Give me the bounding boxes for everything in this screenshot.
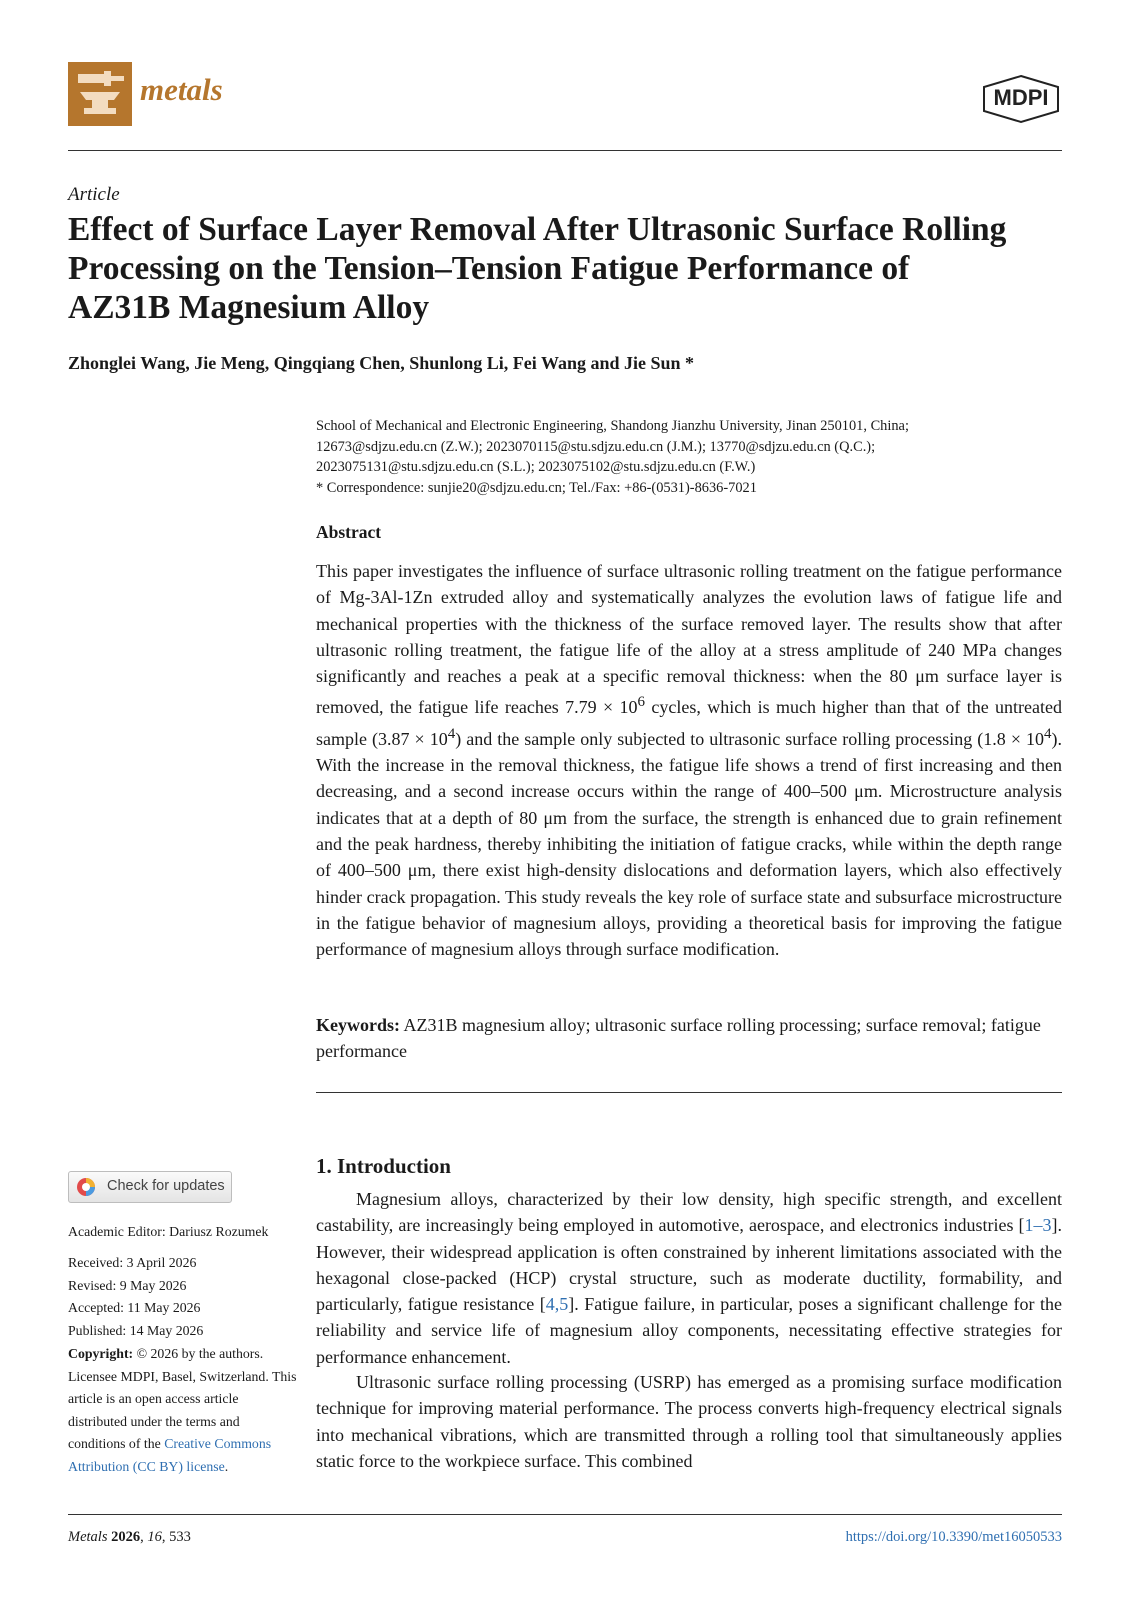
footer-page: 533	[169, 1529, 191, 1545]
citation-link[interactable]: 4,5	[545, 1294, 569, 1315]
check-updates-icon	[76, 1177, 96, 1197]
academic-editor: Academic Editor: Dariusz Rozumek	[68, 1224, 269, 1239]
affiliation-line: 2023075131@stu.sdjzu.edu.cn (S.L.); 2023075102@stu.sdjzu.edu.cn (F.W.)	[316, 459, 756, 475]
paragraph-segment: Magnesium alloys, characterized by their low density, high specific strength, and excellent castability, are increasingly being employed in automotive, aerospace, and electronics industries [	[316, 1189, 1062, 1236]
publication-dates	[68, 1252, 203, 1342]
keywords	[316, 1012, 1062, 1065]
journal-logo	[68, 62, 132, 126]
footer-year: 2026	[111, 1529, 141, 1545]
abstract-heading: Abstract	[316, 522, 382, 542]
header-divider	[68, 150, 1062, 151]
copyright-label: Copyright:	[68, 1346, 134, 1361]
keywords-label: Keywords:	[316, 1015, 400, 1035]
copyright-end: .	[224, 1458, 229, 1474]
doi-link[interactable]: https://doi.org/10.3390/met16050533	[845, 1529, 1062, 1545]
title-line: Effect of Surface Layer Removal After Ultrasonic Surface Rolling	[68, 211, 1007, 248]
intro-paragraph-2: Ultrasonic surface rolling processing (USRP) has emerged as a promising surface modification technique for improving material performance. The process converts high-frequency electrical signals into mechanical vibrations, which are transmitted through a rolling tool that simultaneously applies static force to the workpiece surface. This combined	[316, 1372, 1062, 1471]
abstract-divider	[316, 1092, 1062, 1093]
copyright-notice	[68, 1343, 298, 1479]
copyright-text: © 2026 by the authors. Licensee MDPI, Basel, Switzerland. This article is an open access article distributed under the terms and conditions of the	[68, 1346, 297, 1452]
title-line: Processing on the Tension–Tension Fatigue Performance of	[68, 250, 910, 287]
publisher-logo	[980, 74, 1062, 124]
affiliation-line: School of Mechanical and Electronic Engineering, Shandong Jianzhu University, Jinan 250101, China;	[316, 418, 909, 434]
title-line: AZ31B Magnesium Alloy	[68, 289, 430, 326]
abstract-segment: cycles, which is much higher than that of the untreated sample (3.87 × 10	[316, 697, 1063, 749]
exponent: 4	[1044, 725, 1052, 742]
section-heading: 1. Introduction	[316, 1154, 451, 1178]
license-link[interactable]: Creative Commons Attribution (CC BY) license	[68, 1436, 272, 1474]
footer-divider	[68, 1514, 1062, 1515]
publisher-name: MDPI	[993, 85, 1049, 110]
footer-citation: Metals 2026, 16, 533	[68, 1529, 191, 1545]
received-date: Received: 3 April 2026	[68, 1255, 197, 1270]
exponent: 6	[637, 694, 646, 711]
footer-journal: Metals	[68, 1529, 108, 1545]
abstract-segment: This paper investigates the influence of surface ultrasonic rolling treatment on the fatigue performance of Mg-3Al-1Zn extruded alloy and systematically analyzes the evolution laws of fatigue life and mechanical properties with the thickness of the surface removed layer. The results show that after ultrasonic rolling treatment, the fatigue life of the alloy at a stress amplitude of 240 MPa changes significantly and reaches a peak at a specific removal thickness: when the 80 μm surface layer is removed, the fatigue life reaches 7.79 × 10	[316, 561, 1062, 718]
revised-date: Revised: 9 May 2026	[68, 1277, 187, 1293]
check-for-updates-button[interactable]	[68, 1171, 232, 1203]
footer-volume: 16	[147, 1529, 162, 1545]
intro-paragraph-1	[316, 1186, 1062, 1370]
keywords-text: AZ31B magnesium alloy; ultrasonic surface rolling processing; surface removal; fatigue performance	[316, 1015, 1041, 1062]
journal-name: metals	[140, 72, 223, 107]
affiliation-line: 12673@sdjzu.edu.cn (Z.W.); 2023070115@stu.sdjzu.edu.cn (J.M.); 13770@sdjzu.edu.cn (Q.C.);	[316, 438, 876, 455]
abstract-segment: ). With the increase in the removal thickness, the fatigue life shows a trend of first increasing and then decreasing, and a second increase occurs within the range of 400–500 μm. Microstructure analysis indicates that at a depth of 80 μm from the surface, the strength is enhanced due to grain refinement and the peak hardness, thereby inhibiting the initiation of fatigue cracks, while within the depth range of 400–500 μm, there exist high-density dislocations and deformation layers, which also effectively hinder crack propagation. This study reveals the key role of surface state and subsurface microstructure in the fatigue behavior of magnesium alloys, providing a theoretical basis for improving the fatigue performance of magnesium alloys through surface modification.	[316, 728, 1062, 960]
accepted-date: Accepted: 11 May 2026	[68, 1300, 201, 1316]
published-date: Published: 14 May 2026	[68, 1322, 204, 1338]
exponent: 4	[447, 725, 456, 742]
author-list: Zhonglei Wang, Jie Meng, Qingqiang Chen, Shunlong Li, Fei Wang and Jie Sun *	[68, 353, 695, 373]
article-type: Article	[68, 184, 120, 205]
anvil-hammer-icon	[68, 62, 132, 126]
article-title	[68, 210, 1068, 327]
paragraph-segment: ]. Fatigue failure, in particular, poses a significant challenge for the reliability and service life of magnesium alloy components, necessitating effective strategies for performance enhancement.	[316, 1294, 1062, 1367]
correspondence-line: * Correspondence: sunjie20@sdjzu.edu.cn; Tel./Fax: +86-(0531)-8636-7021	[316, 479, 757, 496]
citation-link[interactable]: 1–3	[1024, 1215, 1052, 1236]
abstract-text	[316, 558, 1062, 962]
affiliation-block	[316, 416, 1062, 498]
abstract-segment: ) and the sample only subjected to ultrasonic surface rolling processing (1.8 × 10	[455, 728, 1044, 749]
check-updates-label: Check for updates	[107, 1178, 225, 1194]
paragraph-segment: ]. However, their widespread application is often constrained by inherent limitations associated with the hexagonal close-packed (HCP) crystal structure, such as moderate ductility, formability, and particularly, fatigue resistance [	[316, 1215, 1062, 1315]
